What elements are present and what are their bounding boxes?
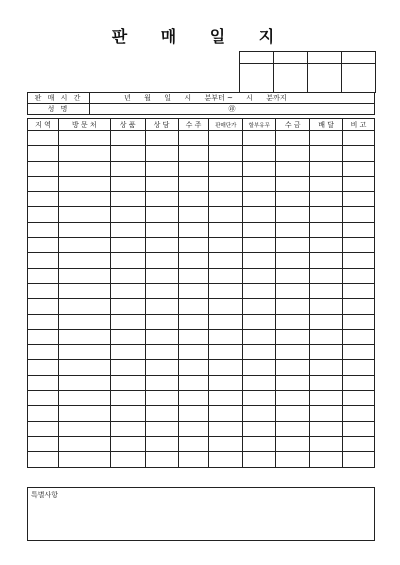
column-header: 판매단가 xyxy=(209,119,243,131)
table-cell xyxy=(243,161,276,176)
table-cell xyxy=(58,360,110,375)
table-cell xyxy=(178,329,209,344)
column-header: 지 역 xyxy=(28,119,59,131)
table-cell xyxy=(110,222,145,237)
table-cell xyxy=(178,253,209,268)
table-cell xyxy=(178,391,209,406)
table-cell xyxy=(276,391,310,406)
approval-header-cell xyxy=(342,52,376,64)
table-cell xyxy=(58,207,110,222)
table-cell xyxy=(110,207,145,222)
table-cell xyxy=(28,238,59,253)
table-row xyxy=(28,314,375,329)
table-cell xyxy=(28,207,59,222)
table-cell xyxy=(58,131,110,146)
table-row xyxy=(28,238,375,253)
table-cell xyxy=(243,436,276,451)
table-cell xyxy=(276,222,310,237)
table-cell xyxy=(276,192,310,207)
table-cell xyxy=(209,176,243,191)
approval-sign-cell xyxy=(342,64,376,93)
table-cell xyxy=(209,406,243,421)
table-cell xyxy=(145,146,178,161)
table-cell xyxy=(58,314,110,329)
table-cell xyxy=(276,406,310,421)
column-header: 비 고 xyxy=(343,119,375,131)
table-cell xyxy=(310,452,343,467)
seal-mark: ㊞ xyxy=(228,105,236,113)
table-cell xyxy=(110,268,145,283)
table-cell xyxy=(243,268,276,283)
table-row xyxy=(28,146,375,161)
table-row xyxy=(28,131,375,146)
table-cell xyxy=(178,146,209,161)
table-row xyxy=(28,283,375,298)
table-cell xyxy=(209,192,243,207)
table-cell xyxy=(178,314,209,329)
table-cell xyxy=(28,131,59,146)
table-cell xyxy=(28,222,59,237)
table-cell xyxy=(178,222,209,237)
table-cell xyxy=(343,345,375,360)
table-cell xyxy=(276,314,310,329)
table-cell xyxy=(310,345,343,360)
column-header: 배 달 xyxy=(310,119,343,131)
table-cell xyxy=(145,176,178,191)
table-cell xyxy=(243,360,276,375)
table-cell xyxy=(276,268,310,283)
table-cell xyxy=(243,314,276,329)
table-cell xyxy=(178,283,209,298)
column-header: 할부유무 xyxy=(243,119,276,131)
table-cell xyxy=(209,452,243,467)
table-body xyxy=(28,131,375,468)
table-row xyxy=(28,452,375,467)
table-cell xyxy=(343,421,375,436)
column-header: 수 주 xyxy=(178,119,209,131)
table-cell xyxy=(145,253,178,268)
table-cell xyxy=(209,253,243,268)
table-cell xyxy=(310,360,343,375)
table-cell xyxy=(276,283,310,298)
table-cell xyxy=(209,375,243,390)
table-cell xyxy=(276,329,310,344)
table-cell xyxy=(28,345,59,360)
table-cell xyxy=(178,176,209,191)
table-cell xyxy=(209,314,243,329)
table-cell xyxy=(28,253,59,268)
table-cell xyxy=(276,131,310,146)
table-cell xyxy=(209,161,243,176)
table-cell xyxy=(209,222,243,237)
table-cell xyxy=(343,268,375,283)
document-title: 판 매 일 지 xyxy=(111,27,289,46)
table-cell xyxy=(145,391,178,406)
table-cell xyxy=(110,436,145,451)
table-cell xyxy=(276,176,310,191)
approval-box xyxy=(239,51,376,93)
table-row xyxy=(28,176,375,191)
table-cell xyxy=(243,253,276,268)
table-cell xyxy=(110,391,145,406)
table-cell xyxy=(178,421,209,436)
table-cell xyxy=(58,161,110,176)
column-header: 수 금 xyxy=(276,119,310,131)
table-cell xyxy=(145,283,178,298)
table-cell xyxy=(276,452,310,467)
table-cell xyxy=(310,375,343,390)
table-cell xyxy=(209,238,243,253)
table-cell xyxy=(276,146,310,161)
table-cell xyxy=(343,452,375,467)
table-row xyxy=(28,253,375,268)
table-cell xyxy=(178,345,209,360)
table-cell xyxy=(243,207,276,222)
table-cell xyxy=(110,360,145,375)
table-cell xyxy=(145,360,178,375)
table-cell xyxy=(310,207,343,222)
table-cell xyxy=(58,391,110,406)
table-cell xyxy=(110,329,145,344)
table-cell xyxy=(209,283,243,298)
table-cell xyxy=(343,131,375,146)
name-field xyxy=(90,104,375,115)
table-row xyxy=(28,192,375,207)
table-cell xyxy=(28,360,59,375)
table-cell xyxy=(145,222,178,237)
table-cell xyxy=(310,406,343,421)
table-cell xyxy=(243,238,276,253)
table-cell xyxy=(178,452,209,467)
table-cell xyxy=(310,421,343,436)
table-cell xyxy=(58,192,110,207)
table-cell xyxy=(145,299,178,314)
table-cell xyxy=(343,207,375,222)
table-cell xyxy=(28,299,59,314)
table-cell xyxy=(343,253,375,268)
name-label: 성 명 xyxy=(28,104,90,115)
table-cell xyxy=(243,391,276,406)
table-cell xyxy=(343,299,375,314)
table-cell xyxy=(28,176,59,191)
table-row xyxy=(28,329,375,344)
table-cell xyxy=(58,253,110,268)
table-cell xyxy=(209,207,243,222)
table-cell xyxy=(58,452,110,467)
table-cell xyxy=(276,345,310,360)
table-cell xyxy=(209,345,243,360)
table-cell xyxy=(209,329,243,344)
table-cell xyxy=(243,345,276,360)
special-notes-box xyxy=(27,487,375,541)
table-cell xyxy=(28,314,59,329)
table-cell xyxy=(310,238,343,253)
table-cell xyxy=(276,436,310,451)
table-cell xyxy=(110,345,145,360)
table-cell xyxy=(110,421,145,436)
table-cell xyxy=(110,131,145,146)
table-cell xyxy=(28,375,59,390)
table-cell xyxy=(28,283,59,298)
table-cell xyxy=(276,161,310,176)
table-row xyxy=(28,222,375,237)
table-cell xyxy=(343,238,375,253)
table-cell xyxy=(178,192,209,207)
table-cell xyxy=(28,161,59,176)
table-row xyxy=(28,360,375,375)
table-cell xyxy=(243,222,276,237)
table-cell xyxy=(110,192,145,207)
table-cell xyxy=(276,299,310,314)
table-cell xyxy=(209,360,243,375)
table-cell xyxy=(276,360,310,375)
table-cell xyxy=(243,146,276,161)
table-cell xyxy=(310,314,343,329)
table-cell xyxy=(343,222,375,237)
table-cell xyxy=(310,329,343,344)
table-cell xyxy=(58,345,110,360)
approval-header-cell xyxy=(240,52,274,64)
table-cell xyxy=(310,268,343,283)
table-cell xyxy=(243,375,276,390)
table-cell xyxy=(145,192,178,207)
table-cell xyxy=(243,421,276,436)
table-cell xyxy=(343,192,375,207)
table-cell xyxy=(58,222,110,237)
table-cell xyxy=(58,283,110,298)
table-cell xyxy=(276,375,310,390)
table-cell xyxy=(343,176,375,191)
table-cell xyxy=(310,222,343,237)
table-cell xyxy=(243,192,276,207)
table-cell xyxy=(145,314,178,329)
table-cell xyxy=(145,452,178,467)
table-cell xyxy=(343,436,375,451)
table-row xyxy=(28,299,375,314)
table-cell xyxy=(145,375,178,390)
table-cell xyxy=(58,436,110,451)
sale-info-table xyxy=(27,92,375,115)
table-cell xyxy=(209,268,243,283)
table-cell xyxy=(145,329,178,344)
table-cell xyxy=(310,161,343,176)
table-cell xyxy=(209,299,243,314)
table-cell xyxy=(310,146,343,161)
table-cell xyxy=(145,345,178,360)
table-cell xyxy=(110,146,145,161)
table-cell xyxy=(58,329,110,344)
table-cell xyxy=(58,406,110,421)
table-cell xyxy=(178,161,209,176)
table-cell xyxy=(310,253,343,268)
table-cell xyxy=(28,146,59,161)
table-row xyxy=(28,375,375,390)
table-cell xyxy=(145,268,178,283)
approval-sign-cell xyxy=(274,64,308,93)
table-cell xyxy=(145,406,178,421)
table-cell xyxy=(28,268,59,283)
table-cell xyxy=(110,238,145,253)
sales-log-table xyxy=(27,118,375,468)
table-cell xyxy=(110,161,145,176)
table-cell xyxy=(276,421,310,436)
table-cell xyxy=(310,283,343,298)
table-cell xyxy=(178,238,209,253)
table-cell xyxy=(343,391,375,406)
table-cell xyxy=(310,299,343,314)
table-row xyxy=(28,345,375,360)
table-cell xyxy=(145,421,178,436)
table-cell xyxy=(276,207,310,222)
table-cell xyxy=(145,436,178,451)
table-cell xyxy=(343,360,375,375)
table-cell xyxy=(28,329,59,344)
table-cell xyxy=(209,131,243,146)
table-cell xyxy=(110,375,145,390)
table-cell xyxy=(110,406,145,421)
table-cell xyxy=(343,406,375,421)
table-cell xyxy=(58,421,110,436)
table-cell xyxy=(209,146,243,161)
table-cell xyxy=(310,391,343,406)
table-cell xyxy=(110,452,145,467)
table-cell xyxy=(178,406,209,421)
approval-header-cell xyxy=(308,52,342,64)
table-cell xyxy=(209,391,243,406)
table-cell xyxy=(110,314,145,329)
table-cell xyxy=(178,268,209,283)
table-row xyxy=(28,406,375,421)
table-cell xyxy=(243,452,276,467)
table-cell xyxy=(343,146,375,161)
sale-time-label: 판 매 시 간 xyxy=(28,93,90,104)
special-notes-label: 특별사항 xyxy=(31,491,59,499)
table-row xyxy=(28,421,375,436)
table-cell xyxy=(110,176,145,191)
table-cell xyxy=(145,207,178,222)
table-cell xyxy=(28,192,59,207)
table-cell xyxy=(243,299,276,314)
table-cell xyxy=(310,131,343,146)
table-cell xyxy=(209,421,243,436)
table-cell xyxy=(28,452,59,467)
table-row xyxy=(28,268,375,283)
table-row xyxy=(28,161,375,176)
table-cell xyxy=(58,176,110,191)
column-header: 방 문 처 xyxy=(58,119,110,131)
table-cell xyxy=(178,131,209,146)
table-cell xyxy=(343,375,375,390)
approval-sign-cell xyxy=(240,64,274,93)
table-cell xyxy=(209,436,243,451)
table-cell xyxy=(58,146,110,161)
table-cell xyxy=(110,299,145,314)
table-row xyxy=(28,391,375,406)
table-row xyxy=(28,207,375,222)
table-cell xyxy=(58,268,110,283)
table-cell xyxy=(58,375,110,390)
table-cell xyxy=(243,176,276,191)
table-cell xyxy=(243,406,276,421)
table-cell xyxy=(243,283,276,298)
table-cell xyxy=(178,299,209,314)
table-cell xyxy=(145,238,178,253)
table-cell xyxy=(310,192,343,207)
table-cell xyxy=(178,375,209,390)
approval-sign-cell xyxy=(308,64,342,93)
table-cell xyxy=(110,283,145,298)
table-cell xyxy=(58,299,110,314)
table-cell xyxy=(276,238,310,253)
approval-header-cell xyxy=(274,52,308,64)
table-cell xyxy=(243,131,276,146)
table-cell xyxy=(28,391,59,406)
table-cell xyxy=(178,436,209,451)
table-header-row xyxy=(28,119,375,131)
table-cell xyxy=(178,360,209,375)
table-cell xyxy=(145,161,178,176)
table-cell xyxy=(343,283,375,298)
table-cell xyxy=(178,207,209,222)
table-cell xyxy=(58,238,110,253)
table-cell xyxy=(145,131,178,146)
table-cell xyxy=(343,329,375,344)
table-cell xyxy=(343,314,375,329)
table-cell xyxy=(110,253,145,268)
column-header: 상 담 xyxy=(145,119,178,131)
table-cell xyxy=(310,436,343,451)
table-cell xyxy=(243,329,276,344)
table-cell xyxy=(310,176,343,191)
sale-time-field: 년 월 일 시 분부터 ~ 시 분까지 xyxy=(90,93,375,104)
table-cell xyxy=(28,436,59,451)
column-header: 상 품 xyxy=(110,119,145,131)
table-cell xyxy=(276,253,310,268)
table-cell xyxy=(343,161,375,176)
table-cell xyxy=(28,406,59,421)
table-row xyxy=(28,436,375,451)
table-cell xyxy=(28,421,59,436)
